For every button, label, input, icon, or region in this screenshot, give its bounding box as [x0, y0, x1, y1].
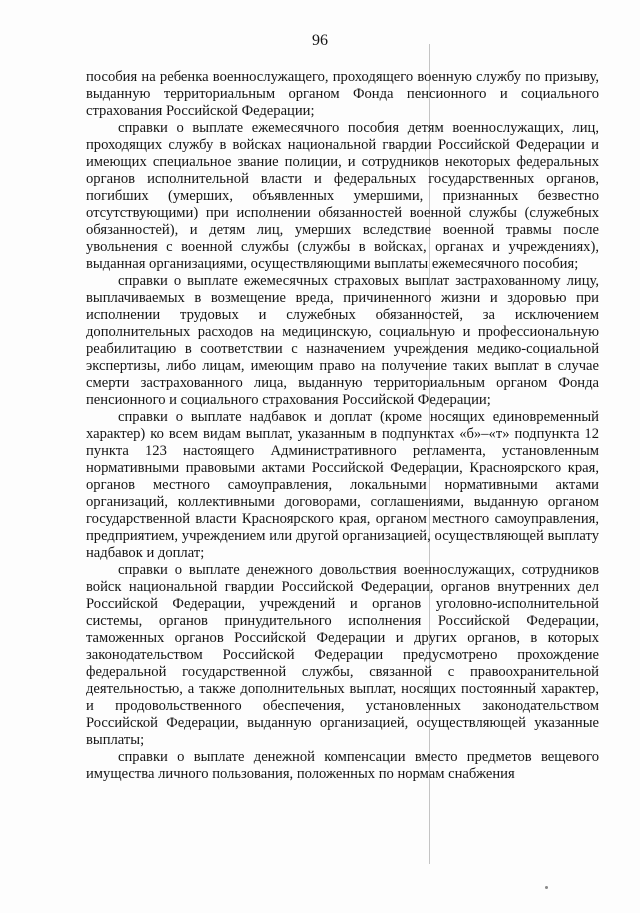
page-number: 96 [312, 32, 328, 49]
paragraph-2: справки о выплате ежемесячного пособия детям военнослужащих, лиц, проходящих службу в войсках национальной гвардии Российской Федерации и имеющих специальное звание полиции, и сотрудников некоторых федеральных органов исполнительной власти и федеральных государственных органов, погибших (умерших, объявленных умершими, признанных безвестно отсутствующими) при исполнении обязанностей военной службы (служебных обязанностей), и детям лиц, умерших вследствие военной травмы после увольнения с военной службы (службы в войсках, органах и учреждениях), выданная организациями, осуществляющими выплаты ежемесячного пособия; [86, 120, 599, 272]
paragraph-6: справки о выплате денежной компенсации вместо предметов вещевого имущества личного пользования, положенных по нормам снабжения [86, 749, 599, 782]
paragraph-3: справки о выплате ежемесячных страховых выплат застрахованному лицу, выплачиваемых в возмещение вреда, причиненного жизни и здоровью при исполнении трудовых и служебных обязанностей, за исключением дополнительных расходов на медицинскую, социальную и профессиональную реабилитацию в соответствии с назначением учреждения медико-социальной экспертизы, либо лицам, имеющим право на получение таких выплат в случае смерти застрахованного лица, выданную территориальным органом Фонда пенсионного и социального страхования Российской Федерации; [86, 273, 599, 408]
paragraph-1: пособия на ребенка военнослужащего, проходящего военную службу по призыву, выданную территориальным органом Фонда пенсионного и социального страхования Российской Федерации; [86, 69, 599, 119]
paragraph-4: справки о выплате надбавок и доплат (кроме носящих единовременный характер) ко всем видам выплат, указанным в подпунктах «б»–«т» подпункта 12 пункта 123 настоящего Административного регламента, установленным нормативными правовыми актами Российской Федерации, Красноярского края, органов местного самоуправления, локальными нормативными актами организаций, коллективными договорами, соглашениями, выданную органом государственной власти Красноярского края, органом местного самоуправления, предприятием, учреждением или другой организацией, осуществляющей выплату надбавок и доплат; [86, 409, 599, 561]
document-body [86, 69, 599, 783]
scan-speck [545, 886, 548, 889]
paragraph-5: справки о выплате денежного довольствия военнослужащих, сотрудников войск национальной гвардии Российской Федерации, органов внутренних дел Российской Федерации, учреждений и органов уголовно-исполнительной системы, органов принудительного исполнения Российской Федерации, таможенных органов Российской Федерации и других органов, в которых законодательством Российской Федерации предусмотрено прохождение федеральной государственной службы, связанной с правоохранительной деятельностью, а также дополнительных выплат, носящих постоянный характер, и продовольственного обеспечения, установленных законодательством Российской Федерации, выданную организацией, осуществляющей указанные выплаты; [86, 562, 599, 748]
